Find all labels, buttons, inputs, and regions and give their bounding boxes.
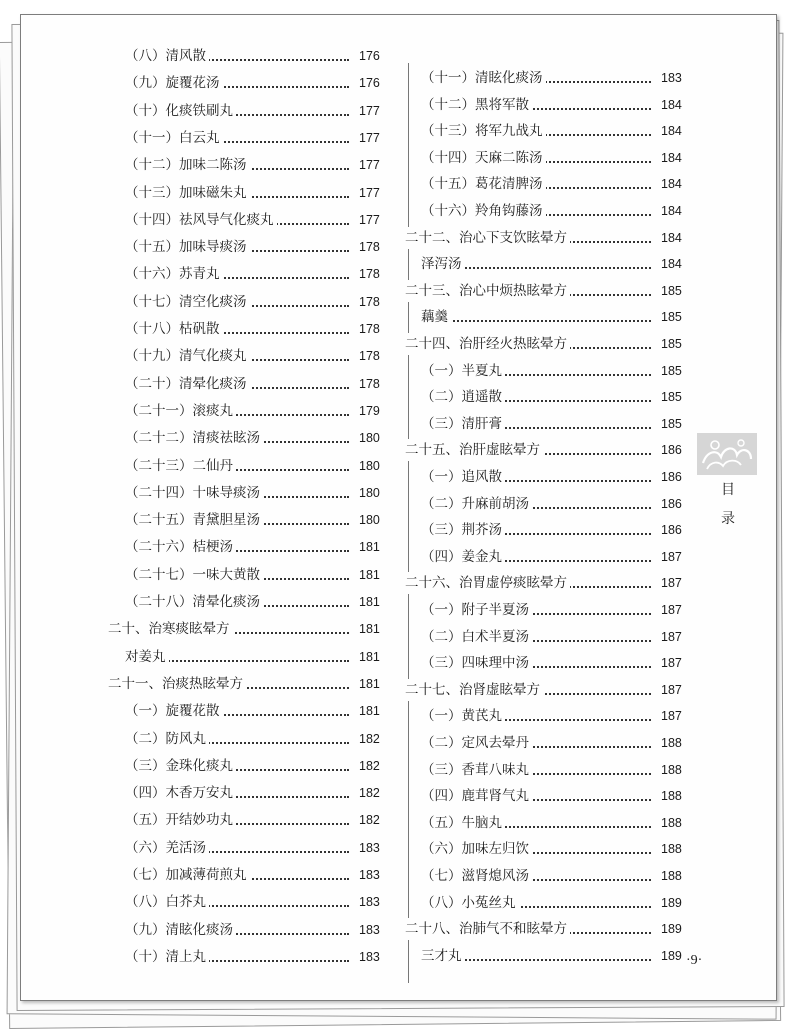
toc-entry <box>125 127 387 149</box>
toc-entry-title: （八）小菟丝丸 <box>421 892 519 914</box>
toc-entry-title: （四）鹿茸肾气丸 <box>421 785 532 807</box>
toc-entry-page: 185 <box>659 306 682 328</box>
toc-entry-page: 181 <box>357 591 380 613</box>
toc-entry <box>125 946 387 968</box>
toc-entry-title: （十五）加味导痰汤 <box>125 236 250 258</box>
toc-entry-page: 181 <box>357 700 380 722</box>
toc-entry-title: （十三）将军九战丸 <box>421 120 546 142</box>
toc-entry-title: （三）四味理中汤 <box>421 652 532 674</box>
toc-leader-dots <box>441 959 651 961</box>
toc-entry-page: 181 <box>357 536 380 558</box>
toc-entry-page: 187 <box>659 546 682 568</box>
toc-entry-title: 三才丸 <box>421 945 465 967</box>
toc-entry-page: 181 <box>357 673 380 695</box>
toc-entry <box>421 812 689 834</box>
toc-entry-page: 187 <box>659 705 682 727</box>
toc-entry-page: 188 <box>659 785 682 807</box>
toc-entry <box>125 809 387 831</box>
toc-entry <box>421 306 689 328</box>
toc-entry-page: 178 <box>357 318 380 340</box>
toc-entry-title: （六）羌活汤 <box>125 837 209 859</box>
toc-leader-dots <box>441 267 651 269</box>
toc-entry <box>421 147 689 169</box>
toc-entry <box>421 94 689 116</box>
toc-entry-page: 188 <box>659 732 682 754</box>
toc-entry <box>421 173 689 195</box>
toc-entry <box>125 400 387 422</box>
toc-entry-page: 189 <box>659 945 682 967</box>
toc-entry-page: 178 <box>357 236 380 258</box>
toc-entry-title: （一）附子半夏汤 <box>421 599 532 621</box>
toc-entry-page: 187 <box>659 626 682 648</box>
toc-entry <box>421 67 689 89</box>
toc-entry-page: 177 <box>357 182 380 204</box>
toc-entry-title: 二十四、治肝经火热眩晕方 <box>405 333 570 355</box>
toc-entry <box>421 945 689 967</box>
toc-entry-title: （二十七）一味大黄散 <box>125 564 263 586</box>
toc-entry-title: 二十五、治肝虚眩晕方 <box>405 439 543 461</box>
toc-entry-page: 183 <box>357 891 380 913</box>
toc-entry-title: （七）加减薄荷煎丸 <box>125 864 250 886</box>
toc-entry-page: 178 <box>357 345 380 367</box>
toc-entry <box>421 253 689 275</box>
toc-entry <box>125 236 387 258</box>
toc-entry-title: （二）逍遥散 <box>421 386 505 408</box>
toc-entry-page: 186 <box>659 439 682 461</box>
toc-entry <box>125 755 387 777</box>
toc-entry-page: 176 <box>357 72 380 94</box>
toc-entry-page: 187 <box>659 652 682 674</box>
toc-entry-page: 184 <box>659 253 682 275</box>
toc-entry-title: （二十）清晕化痰汤 <box>125 373 250 395</box>
toc-entry-title: （十一）白云丸 <box>125 127 223 149</box>
toc-entry-page: 180 <box>357 509 380 531</box>
toc-entry-page: 185 <box>659 386 682 408</box>
toc-entry-title: （十四）祛风导气化痰丸 <box>125 209 277 231</box>
toc-entry-page: 186 <box>659 519 682 541</box>
toc-entry-page: 177 <box>357 209 380 231</box>
toc-entry-page: 177 <box>357 100 380 122</box>
toc-entry <box>125 291 387 313</box>
toc-entry-page: 186 <box>659 466 682 488</box>
toc-entry <box>125 100 387 122</box>
toc-entry-page: 180 <box>357 455 380 477</box>
toc-entry-title: （三）荆芥汤 <box>421 519 505 541</box>
toc-entry <box>421 493 689 515</box>
toc-entry <box>405 439 689 461</box>
toc-entry-page: 176 <box>357 45 380 67</box>
toc-entry-title: （十四）天麻二陈汤 <box>421 147 546 169</box>
toc-entry <box>421 386 689 408</box>
toc-entry-page: 185 <box>659 360 682 382</box>
toc-entry-page: 180 <box>357 427 380 449</box>
column-divider <box>408 63 409 983</box>
toc-entry <box>421 626 689 648</box>
toc-entry <box>125 591 387 613</box>
toc-entry-page: 178 <box>357 373 380 395</box>
toc-entry-title: （十）清上丸 <box>125 946 209 968</box>
toc-entry <box>421 120 689 142</box>
toc-entry <box>125 72 387 94</box>
toc-entry-title: （二）升麻前胡汤 <box>421 493 532 515</box>
toc-entry <box>125 728 387 750</box>
toc-entry <box>125 427 387 449</box>
toc-leader-dots <box>441 320 651 322</box>
toc-entry <box>125 318 387 340</box>
toc-entry <box>421 519 689 541</box>
toc-entry-title: （五）开结妙功丸 <box>125 809 236 831</box>
toc-entry-title: （二）定风去晕丹 <box>421 732 532 754</box>
toc-entry <box>125 154 387 176</box>
toc-entry <box>125 182 387 204</box>
toc-entry-page: 178 <box>357 291 380 313</box>
toc-entry-title: （八）清风散 <box>125 45 209 67</box>
toc-entry-title: （二十四）十味导痰汤 <box>125 482 263 504</box>
toc-entry-title: （九）旋覆花汤 <box>125 72 223 94</box>
toc-entry-page: 184 <box>659 200 682 222</box>
toc-entry-title: （二十五）青黛胆星汤 <box>125 509 263 531</box>
toc-entry-title: 二十一、治痰热眩晕方 <box>108 673 246 695</box>
toc-entry-title: （一）黄芪丸 <box>421 705 505 727</box>
toc-entry-page: 181 <box>357 646 380 668</box>
toc-entry-page: 181 <box>357 564 380 586</box>
toc-entry-title: 二十七、治肾虚眩晕方 <box>405 679 543 701</box>
toc-entry-page: 179 <box>357 400 380 422</box>
toc-entry-page: 184 <box>659 94 682 116</box>
toc-entry-page: 183 <box>357 946 380 968</box>
toc-entry <box>125 45 387 67</box>
toc-entry-page: 187 <box>659 572 682 594</box>
toc-entry-page: 184 <box>659 227 682 249</box>
toc-entry-page: 177 <box>357 154 380 176</box>
side-label-lu: 录 <box>721 511 735 527</box>
toc-entry <box>125 782 387 804</box>
toc-entry-page: 189 <box>659 892 682 914</box>
toc-entry-title: （十）化痰铁刷丸 <box>125 100 236 122</box>
toc-entry-page: 187 <box>659 679 682 701</box>
toc-entry <box>421 759 689 781</box>
toc-entry-title: （二）白术半夏汤 <box>421 626 532 648</box>
toc-entry-page: 189 <box>659 918 682 940</box>
section-tab-ornament <box>697 433 757 475</box>
toc-entry-title: （十七）清空化痰汤 <box>125 291 250 313</box>
toc-entry <box>125 919 387 941</box>
toc-entry-title: （六）加味左归饮 <box>421 838 532 860</box>
toc-entry <box>421 200 689 222</box>
cloud-pattern-icon <box>697 433 757 475</box>
toc-entry-title: （十五）葛花清脾汤 <box>421 173 546 195</box>
toc-entry-title: （十八）枯矾散 <box>125 318 223 340</box>
toc-entry-page: 177 <box>357 127 380 149</box>
toc-entry-title: 二十二、治心下支饮眩晕方 <box>405 227 570 249</box>
toc-entry-page: 178 <box>357 263 380 285</box>
toc-entry-title: （五）牛脑丸 <box>421 812 505 834</box>
toc-entry-title: （一）半夏丸 <box>421 360 505 382</box>
toc-entry <box>421 865 689 887</box>
toc-entry-page: 184 <box>659 173 682 195</box>
toc-entry <box>421 546 689 568</box>
toc-entry-page: 184 <box>659 147 682 169</box>
toc-entry-page: 180 <box>357 482 380 504</box>
toc-entry-title: 二十三、治心中烦热眩晕方 <box>405 280 570 302</box>
toc-entry-title: （一）追风散 <box>421 466 505 488</box>
toc-entry-title: 对姜丸 <box>125 646 169 668</box>
toc-entry <box>421 892 689 914</box>
toc-entry <box>125 891 387 913</box>
toc-entry-title: 泽泻汤 <box>421 253 465 275</box>
toc-entry-title: （十九）清气化痰丸 <box>125 345 250 367</box>
toc-entry-title: 二十六、治胃虚停痰眩晕方 <box>405 572 570 594</box>
toc-entry-page: 182 <box>357 755 380 777</box>
toc-entry-page: 185 <box>659 413 682 435</box>
toc-entry-page: 185 <box>659 280 682 302</box>
toc-entry-page: 184 <box>659 120 682 142</box>
toc-entry-title: 藕羹 <box>421 306 451 328</box>
toc-entry-title: （十二）黑将军散 <box>421 94 532 116</box>
page-number: ·9· <box>686 953 703 968</box>
toc-entry-title: （二十二）清痰祛眩汤 <box>125 427 263 449</box>
toc-page <box>20 14 777 1001</box>
toc-entry <box>125 837 387 859</box>
toc-entry-title: （十三）加味磁朱丸 <box>125 182 250 204</box>
toc-entry <box>421 599 689 621</box>
toc-entry <box>421 360 689 382</box>
toc-entry <box>405 227 689 249</box>
toc-entry-title: 二十八、治肺气不和眩晕方 <box>405 918 570 940</box>
toc-entry <box>125 345 387 367</box>
toc-entry-title: （十六）苏青丸 <box>125 263 223 285</box>
toc-entry-page: 181 <box>357 618 380 640</box>
toc-entry <box>125 455 387 477</box>
toc-entry <box>108 673 387 695</box>
toc-entry-page: 183 <box>659 67 682 89</box>
toc-entry <box>125 509 387 531</box>
toc-entry-page: 185 <box>659 333 682 355</box>
toc-entry <box>405 280 689 302</box>
toc-entry-title: （二）防风丸 <box>125 728 209 750</box>
toc-entry-page: 182 <box>357 782 380 804</box>
toc-entry-title: （二十三）二仙丹 <box>125 455 236 477</box>
toc-entry <box>421 838 689 860</box>
toc-entry-title: （十六）羚角钩藤汤 <box>421 200 546 222</box>
toc-entry <box>125 373 387 395</box>
toc-entry-title: （十一）清眩化痰汤 <box>421 67 546 89</box>
toc-entry-title: （二十八）清晕化痰汤 <box>125 591 263 613</box>
toc-entry-page: 188 <box>659 812 682 834</box>
toc-entry <box>421 732 689 754</box>
toc-entry-title: （三）香茸八味丸 <box>421 759 532 781</box>
toc-entry-page: 182 <box>357 809 380 831</box>
toc-entry <box>125 864 387 886</box>
toc-entry-title: （二十一）滚痰丸 <box>125 400 236 422</box>
toc-entry-page: 188 <box>659 865 682 887</box>
toc-entry <box>405 679 689 701</box>
toc-entry-title: （四）木香万安丸 <box>125 782 236 804</box>
toc-entry-title: （三）金珠化痰丸 <box>125 755 236 777</box>
toc-entry <box>125 482 387 504</box>
toc-entry <box>405 572 689 594</box>
toc-entry-page: 187 <box>659 599 682 621</box>
toc-entry-page: 186 <box>659 493 682 515</box>
toc-entry <box>421 466 689 488</box>
toc-entry-title: （十二）加味二陈汤 <box>125 154 250 176</box>
toc-entry-title: （二十六）桔梗汤 <box>125 536 236 558</box>
toc-entry-title: （三）清肝膏 <box>421 413 505 435</box>
toc-entry-page: 188 <box>659 759 682 781</box>
toc-entry-title: （一）旋覆花散 <box>125 700 223 722</box>
toc-entry <box>421 413 689 435</box>
toc-entry <box>125 564 387 586</box>
toc-entry-page: 182 <box>357 728 380 750</box>
toc-entry <box>125 536 387 558</box>
toc-entry <box>125 209 387 231</box>
toc-entry <box>405 918 689 940</box>
toc-entry <box>125 263 387 285</box>
toc-entry-page: 183 <box>357 864 380 886</box>
toc-entry-title: （四）姜金丸 <box>421 546 505 568</box>
toc-leader-dots <box>145 660 349 662</box>
toc-entry-page: 183 <box>357 837 380 859</box>
toc-entry-title: （七）滋肾熄风汤 <box>421 865 532 887</box>
toc-entry-title: 二十、治寒痰眩晕方 <box>108 618 233 640</box>
toc-entry <box>108 618 387 640</box>
toc-entry <box>125 646 387 668</box>
side-label-mu: 目 <box>721 482 735 498</box>
toc-entry <box>421 785 689 807</box>
toc-entry <box>421 705 689 727</box>
toc-entry-page: 188 <box>659 838 682 860</box>
toc-entry <box>421 652 689 674</box>
toc-entry-title: （八）白芥丸 <box>125 891 209 913</box>
toc-entry <box>125 700 387 722</box>
toc-entry <box>405 333 689 355</box>
toc-entry-title: （九）清眩化痰汤 <box>125 919 236 941</box>
toc-entry-page: 183 <box>357 919 380 941</box>
